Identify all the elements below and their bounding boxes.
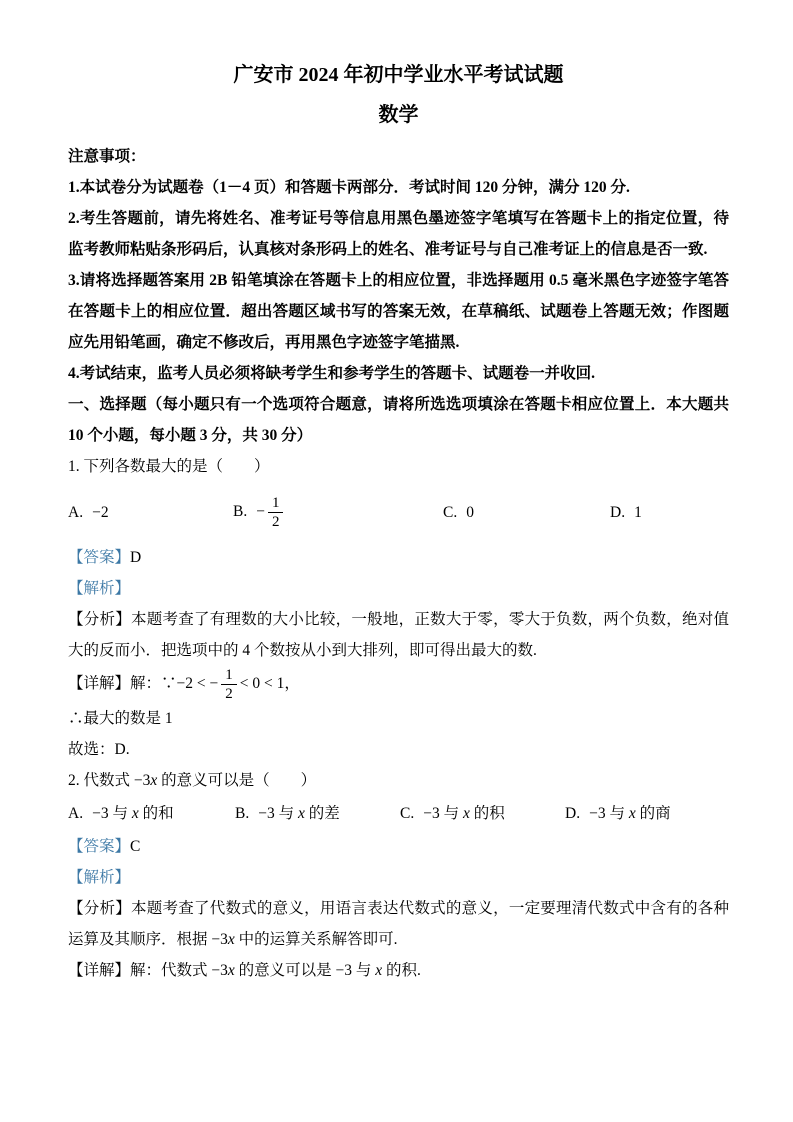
q2-analysis-post: 中的运算关系解答即可. bbox=[234, 931, 398, 948]
q1-analysis bbox=[68, 604, 729, 666]
q2-option-d-post: 的商 bbox=[635, 805, 671, 822]
page-subtitle: 数学 bbox=[378, 104, 419, 126]
question-1-stem: 1. 下列各数最大的是（ ） bbox=[68, 458, 270, 475]
q2-stem-post: 的意义可以是（ ） bbox=[157, 772, 317, 789]
q2-option-a bbox=[68, 798, 235, 829]
q2-detail-variable-1: x bbox=[227, 962, 235, 979]
q1-expression-right: < 0 < 1， bbox=[239, 675, 300, 693]
q1-option-d bbox=[610, 497, 729, 528]
q1-answer-value: D bbox=[130, 549, 142, 566]
xiangjie-marker: 【详解】 bbox=[68, 675, 131, 693]
q1-option-a bbox=[68, 497, 233, 528]
notice-heading: 注意事项： bbox=[68, 148, 146, 165]
q2-stem-variable: x bbox=[150, 772, 158, 789]
q1-option-b-label: B. bbox=[233, 502, 248, 520]
q2-analysis-pre: 本题考查了代数式的意义，用语言表达代数式的意义，一定要理清代数式中含有的各种运算及其顺序．根据 −3 bbox=[68, 900, 729, 948]
q1-option-b-minus: − bbox=[256, 502, 265, 520]
q1-option-b-fraction bbox=[268, 494, 284, 531]
answer-marker: 【答案】 bbox=[68, 838, 131, 855]
q2-answer-value: C bbox=[130, 838, 141, 855]
q1-option-d-label: D. bbox=[610, 503, 626, 521]
q2-option-a-label: A. bbox=[68, 805, 84, 822]
fraction-denominator: 2 bbox=[268, 512, 284, 531]
q1-option-a-value: −2 bbox=[92, 503, 109, 521]
q2-option-c-variable: x bbox=[462, 805, 470, 822]
fraction-numerator: 1 bbox=[225, 667, 233, 683]
q2-analysis bbox=[68, 893, 729, 955]
q2-detail-variable-2: x bbox=[375, 962, 383, 979]
fenxi-marker: 【分析】 bbox=[68, 900, 131, 917]
q1-choose: 故选：D. bbox=[68, 741, 130, 758]
notice-item-3: 3.请将选择题答案用 2B 铅笔填涂在答题卡上的相应位置，非选择题用 0.5 毫米黑色字迹签字笔答在答题卡上的相应位置．超出答题区域书写的答案无效，在草稿纸、试题卷上答题无效；作图题应先用铅笔画，确定不修改后，再用黑色字迹签字笔描黑. bbox=[68, 272, 729, 351]
page-title: 广安市 2024 年初中学业水平考试试题 bbox=[233, 64, 564, 86]
q2-option-c bbox=[400, 798, 565, 829]
q1-option-c-value: 0 bbox=[466, 503, 474, 521]
q2-option-b bbox=[235, 798, 400, 829]
q2-option-b-label: B. bbox=[235, 805, 250, 822]
q2-option-b-variable: x bbox=[297, 805, 305, 822]
section-1-heading: 一、选择题（每小题只有一个选项符合题意，请将所选选项填涂在答题卡相应位置上．本大题共 10 个小题，每小题 3 分，共 30 分） bbox=[68, 396, 729, 444]
q2-analysis-variable: x bbox=[227, 931, 235, 948]
q1-conclusion: ∴最大的数是 1 bbox=[68, 710, 173, 727]
q2-option-b-post: 的差 bbox=[304, 805, 340, 822]
q2-option-c-label: C. bbox=[400, 805, 415, 822]
q2-stem-pre: 2. 代数式 −3 bbox=[68, 772, 151, 789]
xiangjie-marker: 【详解】 bbox=[68, 962, 131, 979]
q2-option-d-label: D. bbox=[565, 805, 581, 822]
q2-detail-s1: 解：代数式 −3 bbox=[130, 962, 228, 979]
q1-detail-fraction bbox=[221, 666, 237, 703]
q1-answer-line bbox=[68, 542, 729, 573]
answer-marker: 【答案】 bbox=[68, 549, 131, 566]
q1-detail bbox=[68, 666, 729, 703]
q2-jiexi-marker: 【解析】 bbox=[68, 869, 131, 886]
q1-option-d-value: 1 bbox=[634, 503, 642, 521]
fenxi-marker: 【分析】 bbox=[68, 611, 131, 628]
q1-option-b bbox=[233, 494, 443, 531]
fraction-numerator: 1 bbox=[271, 494, 280, 511]
q1-option-c bbox=[443, 497, 610, 528]
q2-option-a-variable: x bbox=[131, 805, 139, 822]
q1-analysis-text: 本题考查了有理数的大小比较，一般地，正数大于零，零大于负数，两个负数，绝对值大的反而小．把选项中的 4 个数按从小到大排列，即可得出最大的数. bbox=[68, 611, 729, 659]
q1-option-a-label: A. bbox=[68, 503, 84, 521]
q2-option-a-post: 的和 bbox=[138, 805, 174, 822]
q2-option-a-pre: −3 与 bbox=[92, 805, 132, 822]
q1-detail-prefix: 解：∵ bbox=[130, 675, 177, 693]
q2-answer-line bbox=[68, 831, 729, 862]
notice-item-1: 1.本试卷分为试题卷（1－4 页）和答题卡两部分．考试时间 120 分钟，满分 120 分. bbox=[68, 179, 630, 196]
q2-option-d-pre: −3 与 bbox=[589, 805, 629, 822]
notice-item-4: 4.考试结束，监考人员必须将缺考学生和参考学生的答题卡、试题卷一并收回. bbox=[68, 365, 596, 382]
q2-option-d bbox=[565, 798, 729, 829]
fraction-denominator: 2 bbox=[221, 684, 237, 703]
q2-option-b-pre: −3 与 bbox=[258, 805, 298, 822]
question-2-stem bbox=[68, 765, 729, 796]
q2-option-c-pre: −3 与 bbox=[423, 805, 463, 822]
q1-option-c-label: C. bbox=[443, 503, 458, 521]
q1-jiexi-marker: 【解析】 bbox=[68, 580, 131, 597]
q2-option-c-post: 的积 bbox=[469, 805, 505, 822]
q2-detail bbox=[68, 955, 729, 986]
q2-detail-s2: 的意义可以是 −3 与 bbox=[234, 962, 376, 979]
question-2-options bbox=[68, 798, 729, 829]
q1-expression-left: −2 < − bbox=[176, 675, 219, 693]
q2-option-d-variable: x bbox=[628, 805, 636, 822]
notice-item-2: 2.考生答题前，请先将姓名、准考证号等信息用黑色墨迹签字笔填写在答题卡上的指定位置，待监考教师粘贴条形码后，认真核对条形码上的姓名、准考证号与自己准考证上的信息是否一致. bbox=[68, 210, 729, 258]
question-1-options bbox=[68, 484, 729, 540]
q2-detail-s3: 的积. bbox=[382, 962, 421, 979]
